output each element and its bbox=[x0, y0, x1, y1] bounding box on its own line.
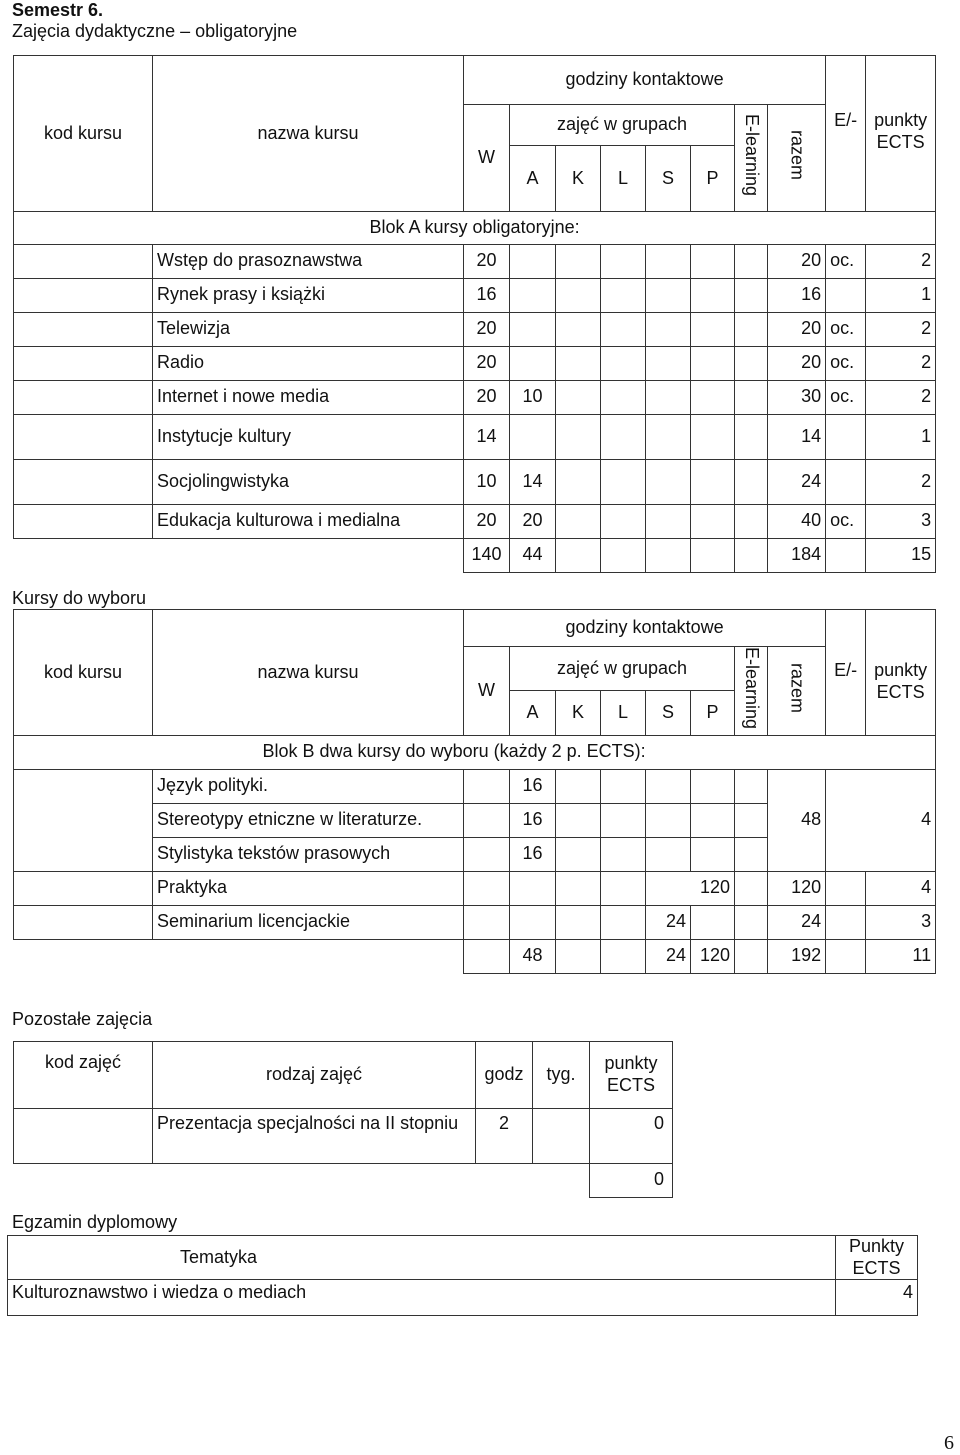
empty-cell bbox=[691, 380, 735, 414]
table-cell: 120 bbox=[646, 871, 735, 905]
table-cell: 16 bbox=[768, 278, 826, 312]
pozostale-title: Pozostałe zajęcia bbox=[12, 1009, 153, 1029]
empty-cell bbox=[735, 803, 768, 837]
cell-text: E-learning bbox=[741, 113, 762, 197]
empty-cell bbox=[464, 837, 510, 871]
table-cell: zajęć w grupach bbox=[510, 647, 735, 691]
empty-cell bbox=[14, 504, 153, 538]
empty-cell bbox=[646, 459, 691, 504]
table-cell: Internet i nowe media bbox=[153, 380, 464, 414]
empty-cell bbox=[556, 459, 601, 504]
empty-cell bbox=[510, 871, 556, 905]
empty-cell bbox=[601, 278, 646, 312]
table-row bbox=[14, 769, 936, 803]
table-row bbox=[14, 735, 936, 769]
empty-cell bbox=[691, 312, 735, 346]
empty-cell bbox=[556, 380, 601, 414]
wybor-table bbox=[13, 609, 936, 974]
empty-cell bbox=[691, 803, 735, 837]
empty-cell bbox=[768, 647, 826, 736]
table-cell: 4 bbox=[836, 1280, 918, 1316]
total-row bbox=[14, 1164, 673, 1198]
empty-cell bbox=[735, 459, 768, 504]
e-header: E/- bbox=[826, 56, 866, 212]
empty-cell bbox=[601, 803, 646, 837]
empty-cell bbox=[14, 414, 153, 459]
table-cell: 192 bbox=[768, 939, 826, 973]
empty-cell bbox=[735, 244, 768, 278]
table-row bbox=[14, 244, 936, 278]
empty-cell bbox=[601, 244, 646, 278]
table-cell: 0 bbox=[590, 1164, 673, 1198]
cell-text: razem bbox=[787, 129, 808, 180]
table-cell: 20 bbox=[464, 244, 510, 278]
table-cell bbox=[510, 312, 556, 346]
empty-cell bbox=[826, 871, 866, 905]
table-cell: oc. bbox=[826, 312, 866, 346]
table-cell: K bbox=[556, 691, 601, 735]
table-cell: 20 bbox=[768, 312, 826, 346]
table-cell: kod kursu bbox=[14, 610, 153, 736]
table-cell: 15 bbox=[866, 538, 936, 572]
table-cell: 40 bbox=[768, 504, 826, 538]
empty-cell bbox=[464, 939, 510, 973]
table-row bbox=[8, 1280, 918, 1316]
empty-cell bbox=[533, 1109, 590, 1164]
total-row bbox=[14, 538, 936, 572]
table-row bbox=[14, 414, 936, 459]
table-cell: 48 bbox=[510, 939, 556, 973]
table-row bbox=[14, 312, 936, 346]
empty-cell bbox=[646, 538, 691, 572]
empty-cell bbox=[735, 278, 768, 312]
empty-cell bbox=[735, 346, 768, 380]
table-cell: 2 bbox=[866, 312, 936, 346]
table-row bbox=[14, 1109, 673, 1164]
table-cell: 4 bbox=[826, 769, 936, 871]
empty-cell bbox=[601, 459, 646, 504]
empty-cell bbox=[601, 414, 646, 459]
table-cell: P bbox=[691, 691, 735, 735]
table-cell: 184 bbox=[768, 538, 826, 572]
empty-cell bbox=[691, 244, 735, 278]
table-cell: 20 bbox=[768, 244, 826, 278]
empty-cell bbox=[735, 538, 768, 572]
table-row bbox=[14, 1042, 673, 1109]
empty-cell bbox=[691, 278, 735, 312]
cell-text: razem bbox=[787, 663, 808, 714]
empty-cell bbox=[601, 538, 646, 572]
table-cell: 48 bbox=[768, 769, 826, 871]
empty-cell bbox=[601, 380, 646, 414]
empty-cell bbox=[556, 837, 601, 871]
empty-cell bbox=[646, 803, 691, 837]
table-row bbox=[14, 610, 936, 647]
table-cell: nazwa kursu bbox=[153, 610, 464, 736]
table-cell: tyg. bbox=[533, 1042, 590, 1109]
table-cell: oc. bbox=[826, 380, 866, 414]
table-cell: Wstęp do prasoznawstwa bbox=[153, 244, 464, 278]
table-cell: 14 bbox=[510, 459, 556, 504]
table-cell: 10 bbox=[510, 380, 556, 414]
table-row bbox=[14, 871, 936, 905]
table-row bbox=[14, 905, 936, 939]
empty-cell bbox=[646, 278, 691, 312]
table-cell: 30 bbox=[768, 380, 826, 414]
table-cell: 14 bbox=[768, 414, 826, 459]
table-cell: 120 bbox=[691, 939, 735, 973]
table-cell: 14 bbox=[464, 414, 510, 459]
empty-cell bbox=[735, 414, 768, 459]
table-cell: 11 bbox=[866, 939, 936, 973]
empty-cell bbox=[153, 1164, 476, 1198]
table-cell: 10 bbox=[464, 459, 510, 504]
table-cell: Kulturoznawstwo i wiedza o mediach bbox=[8, 1280, 836, 1316]
table-cell bbox=[510, 346, 556, 380]
empty-cell bbox=[464, 871, 510, 905]
empty-cell bbox=[464, 905, 510, 939]
empty-cell bbox=[646, 312, 691, 346]
empty-cell bbox=[691, 769, 735, 803]
table-cell: Język polityki. bbox=[153, 769, 464, 803]
empty-cell bbox=[14, 735, 153, 769]
table-cell: oc. bbox=[826, 244, 866, 278]
empty-cell bbox=[14, 278, 153, 312]
table-cell: 16 bbox=[464, 278, 510, 312]
table-cell: 2 bbox=[476, 1109, 533, 1164]
empty-cell bbox=[14, 769, 153, 871]
table-cell: punkty ECTS bbox=[866, 610, 936, 736]
empty-cell bbox=[601, 312, 646, 346]
table-cell: Punkty ECTS bbox=[836, 1236, 918, 1280]
empty-cell bbox=[691, 414, 735, 459]
empty-cell bbox=[646, 769, 691, 803]
empty-cell bbox=[556, 278, 601, 312]
table-cell: 20 bbox=[510, 504, 556, 538]
empty-cell bbox=[14, 346, 153, 380]
empty-cell bbox=[601, 939, 646, 973]
table-cell: 16 bbox=[510, 803, 556, 837]
s-header: S bbox=[646, 146, 691, 211]
table-row bbox=[14, 346, 936, 380]
ects-header: punkty ECTS bbox=[866, 56, 936, 212]
empty-cell bbox=[476, 1164, 533, 1198]
table-cell bbox=[826, 414, 866, 459]
nazwa-kursu-header: nazwa kursu bbox=[153, 56, 464, 212]
l-header: L bbox=[601, 146, 646, 211]
table-cell bbox=[826, 278, 866, 312]
table-cell: 44 bbox=[510, 538, 556, 572]
table-cell: rodzaj zajęć bbox=[153, 1042, 476, 1109]
empty-cell bbox=[735, 647, 768, 736]
table-cell: 120 bbox=[768, 871, 826, 905]
table-cell: 3 bbox=[866, 504, 936, 538]
table-cell: oc. bbox=[826, 346, 866, 380]
a-header: A bbox=[510, 146, 556, 211]
egzamin-table bbox=[7, 1235, 918, 1316]
table-cell: Rynek prasy i książki bbox=[153, 278, 464, 312]
empty-cell bbox=[735, 939, 768, 973]
empty-cell bbox=[691, 905, 735, 939]
table-cell: godziny kontaktowe bbox=[464, 610, 826, 647]
empty-cell bbox=[826, 905, 866, 939]
table-cell bbox=[510, 278, 556, 312]
empty-cell bbox=[14, 1164, 153, 1198]
blok-a-table bbox=[13, 55, 936, 573]
empty-cell bbox=[735, 769, 768, 803]
blok-a-title: Blok A kursy obligatoryjne: bbox=[14, 211, 936, 244]
empty-cell bbox=[735, 837, 768, 871]
empty-cell bbox=[556, 803, 601, 837]
k-header: K bbox=[556, 146, 601, 211]
table-cell: 1 bbox=[866, 414, 936, 459]
empty-cell bbox=[601, 871, 646, 905]
table-cell: 0 bbox=[590, 1109, 673, 1164]
empty-cell bbox=[735, 905, 768, 939]
table-cell: Seminarium licencjackie bbox=[153, 905, 464, 939]
table-cell: Praktyka bbox=[153, 871, 464, 905]
empty-cell bbox=[646, 414, 691, 459]
table-cell: 24 bbox=[768, 459, 826, 504]
table-cell: oc. bbox=[826, 504, 866, 538]
empty-cell bbox=[14, 380, 153, 414]
table-row bbox=[14, 504, 936, 538]
table-cell: 4 bbox=[866, 871, 936, 905]
empty-cell bbox=[14, 871, 153, 905]
table-cell: 20 bbox=[768, 346, 826, 380]
empty-cell bbox=[601, 346, 646, 380]
empty-cell bbox=[691, 538, 735, 572]
empty-cell bbox=[14, 538, 153, 572]
table-cell: 3 bbox=[866, 905, 936, 939]
table-cell bbox=[510, 414, 556, 459]
table-cell: 2 bbox=[866, 346, 936, 380]
godziny-header: godziny kontaktowe bbox=[464, 56, 826, 105]
empty-cell bbox=[556, 312, 601, 346]
elearning-header bbox=[735, 105, 768, 212]
empty-cell bbox=[14, 1109, 153, 1164]
table-cell: kod zajęć bbox=[14, 1042, 153, 1109]
table-cell: W bbox=[464, 647, 510, 736]
table-row bbox=[8, 1236, 918, 1280]
empty-cell bbox=[646, 380, 691, 414]
section-subtitle: Zajęcia dydaktyczne – obligatoryjne bbox=[12, 21, 298, 41]
empty-cell bbox=[556, 769, 601, 803]
table-cell: 2 bbox=[866, 459, 936, 504]
table-cell bbox=[510, 244, 556, 278]
table-cell: S bbox=[646, 691, 691, 735]
kursy-do-wyboru-title: Kursy do wyboru bbox=[12, 588, 147, 608]
table-cell: 20 bbox=[464, 380, 510, 414]
table-cell: 24 bbox=[646, 939, 691, 973]
total-row bbox=[14, 939, 936, 973]
kod-kursu-header: kod kursu bbox=[14, 56, 153, 212]
empty-cell bbox=[533, 1164, 590, 1198]
table-cell bbox=[826, 459, 866, 504]
table-cell: Telewizja bbox=[153, 312, 464, 346]
empty-cell bbox=[691, 346, 735, 380]
table-cell: 16 bbox=[510, 837, 556, 871]
table-cell: E/- bbox=[826, 610, 866, 736]
table-cell: 1 bbox=[866, 278, 936, 312]
empty-cell bbox=[601, 837, 646, 871]
table-cell: Edukacja kulturowa i medialna bbox=[153, 504, 464, 538]
empty-cell bbox=[691, 459, 735, 504]
table-cell: 24 bbox=[768, 905, 826, 939]
table-cell: Prezentacja specjalności na II stopniu bbox=[153, 1109, 476, 1164]
table-cell: 2 bbox=[866, 380, 936, 414]
empty-cell bbox=[153, 538, 464, 572]
empty-cell bbox=[691, 504, 735, 538]
empty-cell bbox=[735, 312, 768, 346]
empty-cell bbox=[735, 871, 768, 905]
table-cell: 20 bbox=[464, 346, 510, 380]
empty-cell bbox=[556, 939, 601, 973]
empty-cell bbox=[646, 837, 691, 871]
table-cell: Stereotypy etniczne w literaturze. bbox=[153, 803, 464, 837]
empty-cell bbox=[14, 939, 153, 973]
empty-cell bbox=[601, 905, 646, 939]
empty-cell bbox=[464, 769, 510, 803]
empty-cell bbox=[826, 538, 866, 572]
blok-b-title: Blok B dwa kursy do wyboru (każdy 2 p. ECTS): bbox=[153, 735, 936, 769]
table-cell: Radio bbox=[153, 346, 464, 380]
table-cell: Socjolingwistyka bbox=[153, 459, 464, 504]
table-row bbox=[14, 211, 936, 244]
table-row bbox=[14, 278, 936, 312]
table-cell: Tematyka bbox=[8, 1236, 836, 1280]
razem-header bbox=[768, 105, 826, 212]
table-cell: Instytucje kultury bbox=[153, 414, 464, 459]
empty-cell bbox=[556, 346, 601, 380]
table-row bbox=[14, 459, 936, 504]
empty-cell bbox=[691, 837, 735, 871]
empty-cell bbox=[826, 939, 866, 973]
page-number: 6 bbox=[944, 1432, 954, 1454]
table-cell: 20 bbox=[464, 312, 510, 346]
table-cell: 20 bbox=[464, 504, 510, 538]
empty-cell bbox=[735, 380, 768, 414]
empty-cell bbox=[510, 905, 556, 939]
table-cell: L bbox=[601, 691, 646, 735]
empty-cell bbox=[14, 244, 153, 278]
table-cell: godz bbox=[476, 1042, 533, 1109]
table-row bbox=[14, 380, 936, 414]
header-row-1 bbox=[14, 56, 936, 105]
empty-cell bbox=[646, 244, 691, 278]
empty-cell bbox=[646, 346, 691, 380]
empty-cell bbox=[556, 504, 601, 538]
empty-cell bbox=[735, 504, 768, 538]
empty-cell bbox=[14, 905, 153, 939]
empty-cell bbox=[556, 414, 601, 459]
empty-cell bbox=[556, 538, 601, 572]
table-cell: 2 bbox=[866, 244, 936, 278]
table-cell: 24 bbox=[646, 905, 691, 939]
pozostale-table bbox=[13, 1041, 673, 1198]
empty-cell bbox=[601, 504, 646, 538]
table-cell: Stylistyka tekstów prasowych bbox=[153, 837, 464, 871]
table-cell: A bbox=[510, 691, 556, 735]
empty-cell bbox=[556, 871, 601, 905]
semester-title: Semestr 6. bbox=[12, 0, 104, 20]
empty-cell bbox=[464, 803, 510, 837]
table-cell: punkty ECTS bbox=[590, 1042, 673, 1109]
empty-cell bbox=[153, 939, 464, 973]
cell-text: E-learning bbox=[741, 647, 762, 730]
empty-cell bbox=[646, 504, 691, 538]
egzamin-title: Egzamin dyplomowy bbox=[12, 1212, 178, 1232]
table-cell: 16 bbox=[510, 769, 556, 803]
zajec-header: zajęć w grupach bbox=[510, 105, 735, 146]
empty-cell bbox=[556, 905, 601, 939]
p-header: P bbox=[691, 146, 735, 211]
empty-cell bbox=[601, 769, 646, 803]
empty-cell bbox=[14, 459, 153, 504]
table-cell: 140 bbox=[464, 538, 510, 572]
empty-cell bbox=[14, 312, 153, 346]
empty-cell bbox=[556, 244, 601, 278]
w-header: W bbox=[464, 105, 510, 212]
